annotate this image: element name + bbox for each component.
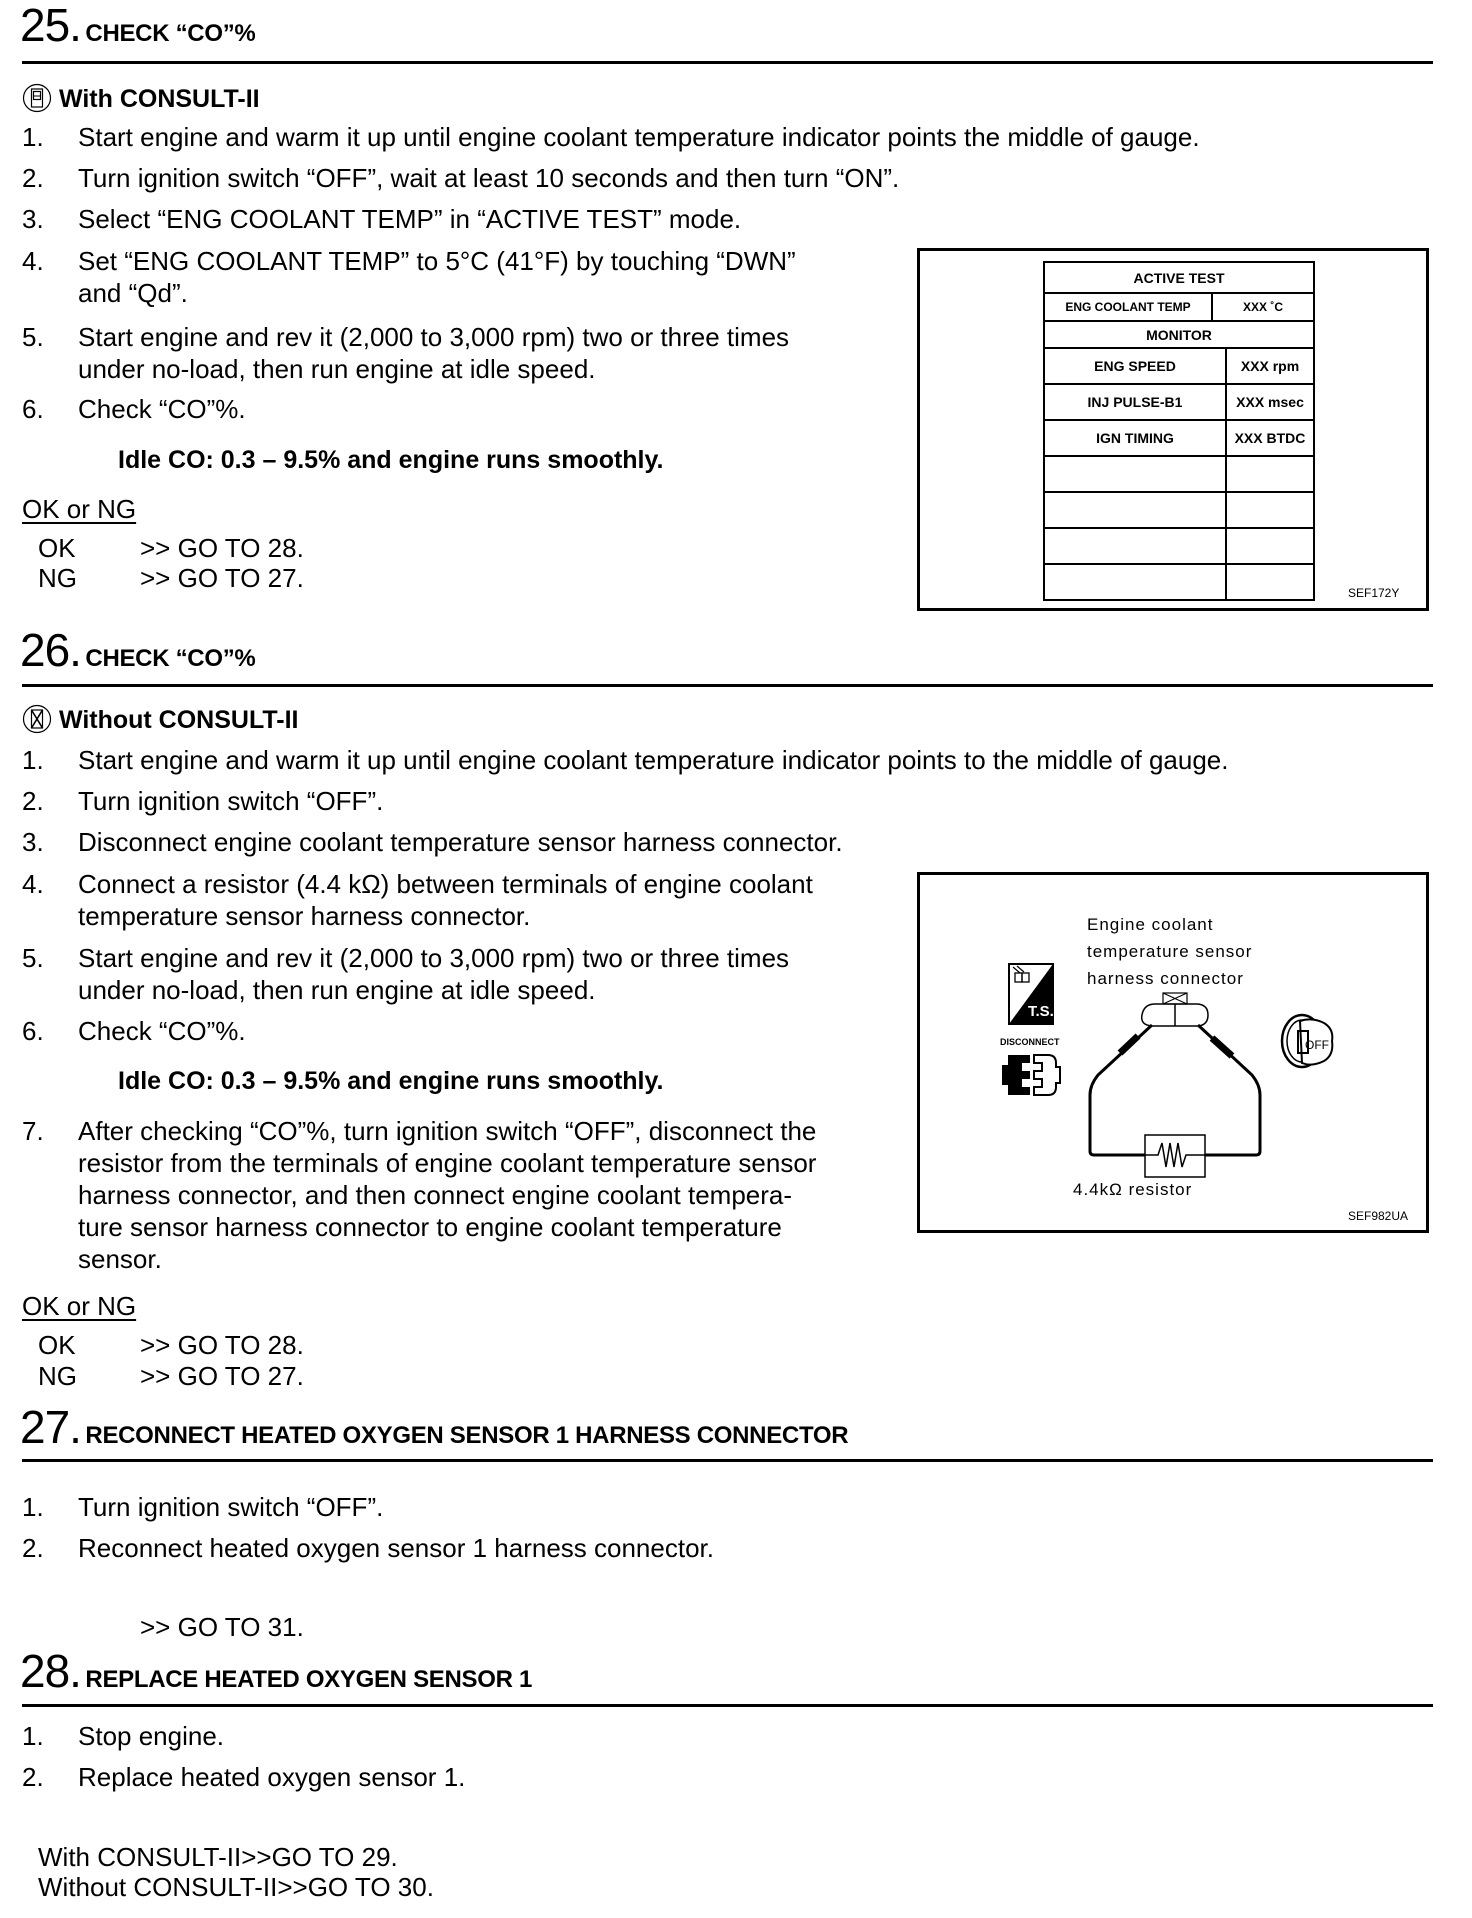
step-text: Start engine and warm it up until engine coolant temperature indicator points the middle of gauge. <box>78 122 1200 152</box>
section-title: REPLACE HEATED OXYGEN SENSOR 1 <box>85 1666 533 1693</box>
figure-resistor-circuit <box>917 872 1429 1233</box>
branch-with-consult-link[interactable]: With CONSULT-II>>GO TO 29. <box>38 1842 398 1872</box>
key-off-text: OFF <box>1305 1038 1329 1052</box>
step-text: Check “CO”%. <box>78 1016 246 1046</box>
step-text: under no-load, then run engine at idle speed. <box>78 354 596 384</box>
disconnect-label: DISCONNECT <box>1000 1037 1060 1047</box>
step-text: Stop engine. <box>78 1721 225 1751</box>
step-text: Start engine and rev it (2,000 to 3,000 rpm) two or three times <box>78 322 790 352</box>
monitor-value <box>1226 564 1314 600</box>
mode-label: Without CONSULT-II <box>58 706 299 734</box>
step-number: 5. <box>22 322 44 352</box>
step-text: Check “CO”%. <box>78 394 246 424</box>
section-number: 25. <box>20 0 81 51</box>
result-ng-key: NG <box>38 563 77 593</box>
step-number: 1. <box>22 122 44 152</box>
resistor-icon <box>1145 1135 1205 1177</box>
step-number: 2. <box>22 1533 44 1563</box>
monitor-label <box>1044 492 1226 528</box>
step-number: 3. <box>22 204 44 234</box>
section-title: CHECK “CO”% <box>85 20 256 47</box>
monitor-label: INJ PULSE-B1 <box>1044 384 1226 420</box>
disconnect-connector-icon <box>1000 1051 1062 1099</box>
step-number: 5. <box>22 943 44 973</box>
ts-icon <box>1008 963 1054 1025</box>
step-text: Connect a resistor (4.4 kΩ) between terminals of engine coolant <box>78 869 813 899</box>
active-test-value: XXX ˚C <box>1212 293 1314 321</box>
mode-heading <box>22 704 299 735</box>
step-text: sensor. <box>78 1244 162 1274</box>
step-number: 1. <box>22 1721 44 1751</box>
step-number: 4. <box>22 869 44 899</box>
section-heading <box>20 624 256 676</box>
section-title: CHECK “CO”% <box>85 645 256 672</box>
ts-badge-text: T.S. <box>1028 1003 1054 1020</box>
step-number: 1. <box>22 1492 44 1522</box>
spec-text: Idle CO: 0.3 – 9.5% and engine runs smoothly. <box>118 1067 664 1095</box>
step-text: Disconnect engine coolant temperature sensor harness connector. <box>78 827 843 857</box>
connector-label-line: harness connector <box>1087 969 1244 988</box>
section-number: 27. <box>20 1401 81 1453</box>
result-ng-key: NG <box>38 1361 77 1391</box>
section-heading <box>20 0 256 51</box>
ignition-key-off-icon <box>1278 1011 1338 1071</box>
result-ng-link[interactable]: >> GO TO 27. <box>140 563 304 593</box>
step-text: Set “ENG COOLANT TEMP” to 5°C (41°F) by touching “DWN” <box>78 246 796 276</box>
section-rule <box>22 1459 1433 1462</box>
without-consult-ii-icon <box>22 704 52 734</box>
mode-heading <box>22 83 260 114</box>
active-test-header: ACTIVE TEST <box>1044 262 1314 293</box>
ok-ng-label: OK or NG <box>22 1291 137 1321</box>
step-number: 2. <box>22 163 44 193</box>
step-text: Turn ignition switch “OFF”. <box>78 786 384 816</box>
connector-label-line: Engine coolant <box>1087 915 1214 934</box>
step-number: 4. <box>22 246 44 276</box>
monitor-value <box>1226 492 1314 528</box>
monitor-label: ENG SPEED <box>1044 348 1226 384</box>
active-test-table <box>1043 261 1315 349</box>
monitor-label <box>1044 528 1226 564</box>
figure-active-test <box>917 248 1429 611</box>
active-test-label: ENG COOLANT TEMP <box>1044 293 1212 321</box>
step-text: resistor from the terminals of engine coolant temperature sensor <box>78 1148 817 1178</box>
section-rule <box>22 684 1433 687</box>
branch-without-consult-link[interactable]: Without CONSULT-II>>GO TO 30. <box>38 1872 434 1902</box>
figure-code: SEF172Y <box>1348 586 1400 600</box>
step-number: 2. <box>22 1762 44 1792</box>
step-number: 6. <box>22 394 44 424</box>
monitor-value: XXX rpm <box>1226 348 1314 384</box>
monitor-value: XXX BTDC <box>1226 420 1314 456</box>
step-number: 7. <box>22 1116 44 1146</box>
test-lead-right <box>1198 1025 1260 1155</box>
section-title: RECONNECT HEATED OXYGEN SENSOR 1 HARNESS CONNECTOR <box>85 1422 849 1449</box>
monitor-value <box>1226 528 1314 564</box>
step-text: Turn ignition switch “OFF”, wait at least 10 seconds and then turn “ON”. <box>78 163 900 193</box>
resistor-label: 4.4kΩ resistor <box>1073 1180 1193 1199</box>
step-text: Select “ENG COOLANT TEMP” in “ACTIVE TEST” mode. <box>78 204 742 234</box>
figure-code: SEF982UA <box>1348 1209 1409 1223</box>
result-ok-link[interactable]: >> GO TO 28. <box>140 1330 304 1360</box>
step-text: ture sensor harness connector to engine coolant temperature <box>78 1212 782 1242</box>
monitor-value <box>1226 456 1314 492</box>
step-text: under no-load, then run engine at idle speed. <box>78 975 596 1005</box>
step-text: harness connector, and then connect engine coolant tempera- <box>78 1180 793 1210</box>
monitor-table <box>1043 347 1315 601</box>
step-text: Start engine and warm it up until engine coolant temperature indicator points to the middle of gauge. <box>78 745 1229 775</box>
monitor-label: IGN TIMING <box>1044 420 1226 456</box>
step-text: temperature sensor harness connector. <box>78 901 531 931</box>
result-ng-link[interactable]: >> GO TO 27. <box>140 1361 304 1391</box>
section-heading <box>20 1645 533 1697</box>
result-ok-key: OK <box>38 1330 76 1360</box>
consult-ii-icon <box>22 83 52 113</box>
result-ok-key: OK <box>38 533 76 563</box>
connector-label <box>1087 911 1252 992</box>
step-number: 2. <box>22 786 44 816</box>
monitor-label <box>1044 456 1226 492</box>
mode-label: With CONSULT-II <box>58 85 260 113</box>
ok-ng-label: OK or NG <box>22 494 137 524</box>
step-text: Turn ignition switch “OFF”. <box>78 1492 384 1522</box>
section-rule <box>22 1704 1433 1707</box>
step-text: Reconnect heated oxygen sensor 1 harness connector. <box>78 1533 714 1563</box>
result-ok-link[interactable]: >> GO TO 28. <box>140 533 304 563</box>
monitor-header: MONITOR <box>1044 321 1314 348</box>
spec-text: Idle CO: 0.3 – 9.5% and engine runs smoothly. <box>118 446 664 474</box>
step-number: 1. <box>22 745 44 775</box>
step-text: Start engine and rev it (2,000 to 3,000 rpm) two or three times <box>78 943 790 973</box>
step-number: 6. <box>22 1016 44 1046</box>
step-number: 3. <box>22 827 44 857</box>
section-heading <box>20 1401 849 1453</box>
monitor-value: XXX msec <box>1226 384 1314 420</box>
goto-link[interactable]: >> GO TO 31. <box>140 1612 304 1642</box>
connector-label-line: temperature sensor <box>1087 942 1253 961</box>
section-rule <box>22 61 1433 64</box>
step-text: and “Qd”. <box>78 278 188 308</box>
monitor-label <box>1044 564 1226 600</box>
section-number: 26. <box>20 624 81 676</box>
step-text: After checking “CO”%, turn ignition switch “OFF”, disconnect the <box>78 1116 817 1146</box>
test-lead-left <box>1090 1025 1152 1155</box>
step-text: Replace heated oxygen sensor 1. <box>78 1762 466 1792</box>
resistor-circuit-diagram <box>1070 983 1270 1183</box>
section-number: 28. <box>20 1645 81 1697</box>
